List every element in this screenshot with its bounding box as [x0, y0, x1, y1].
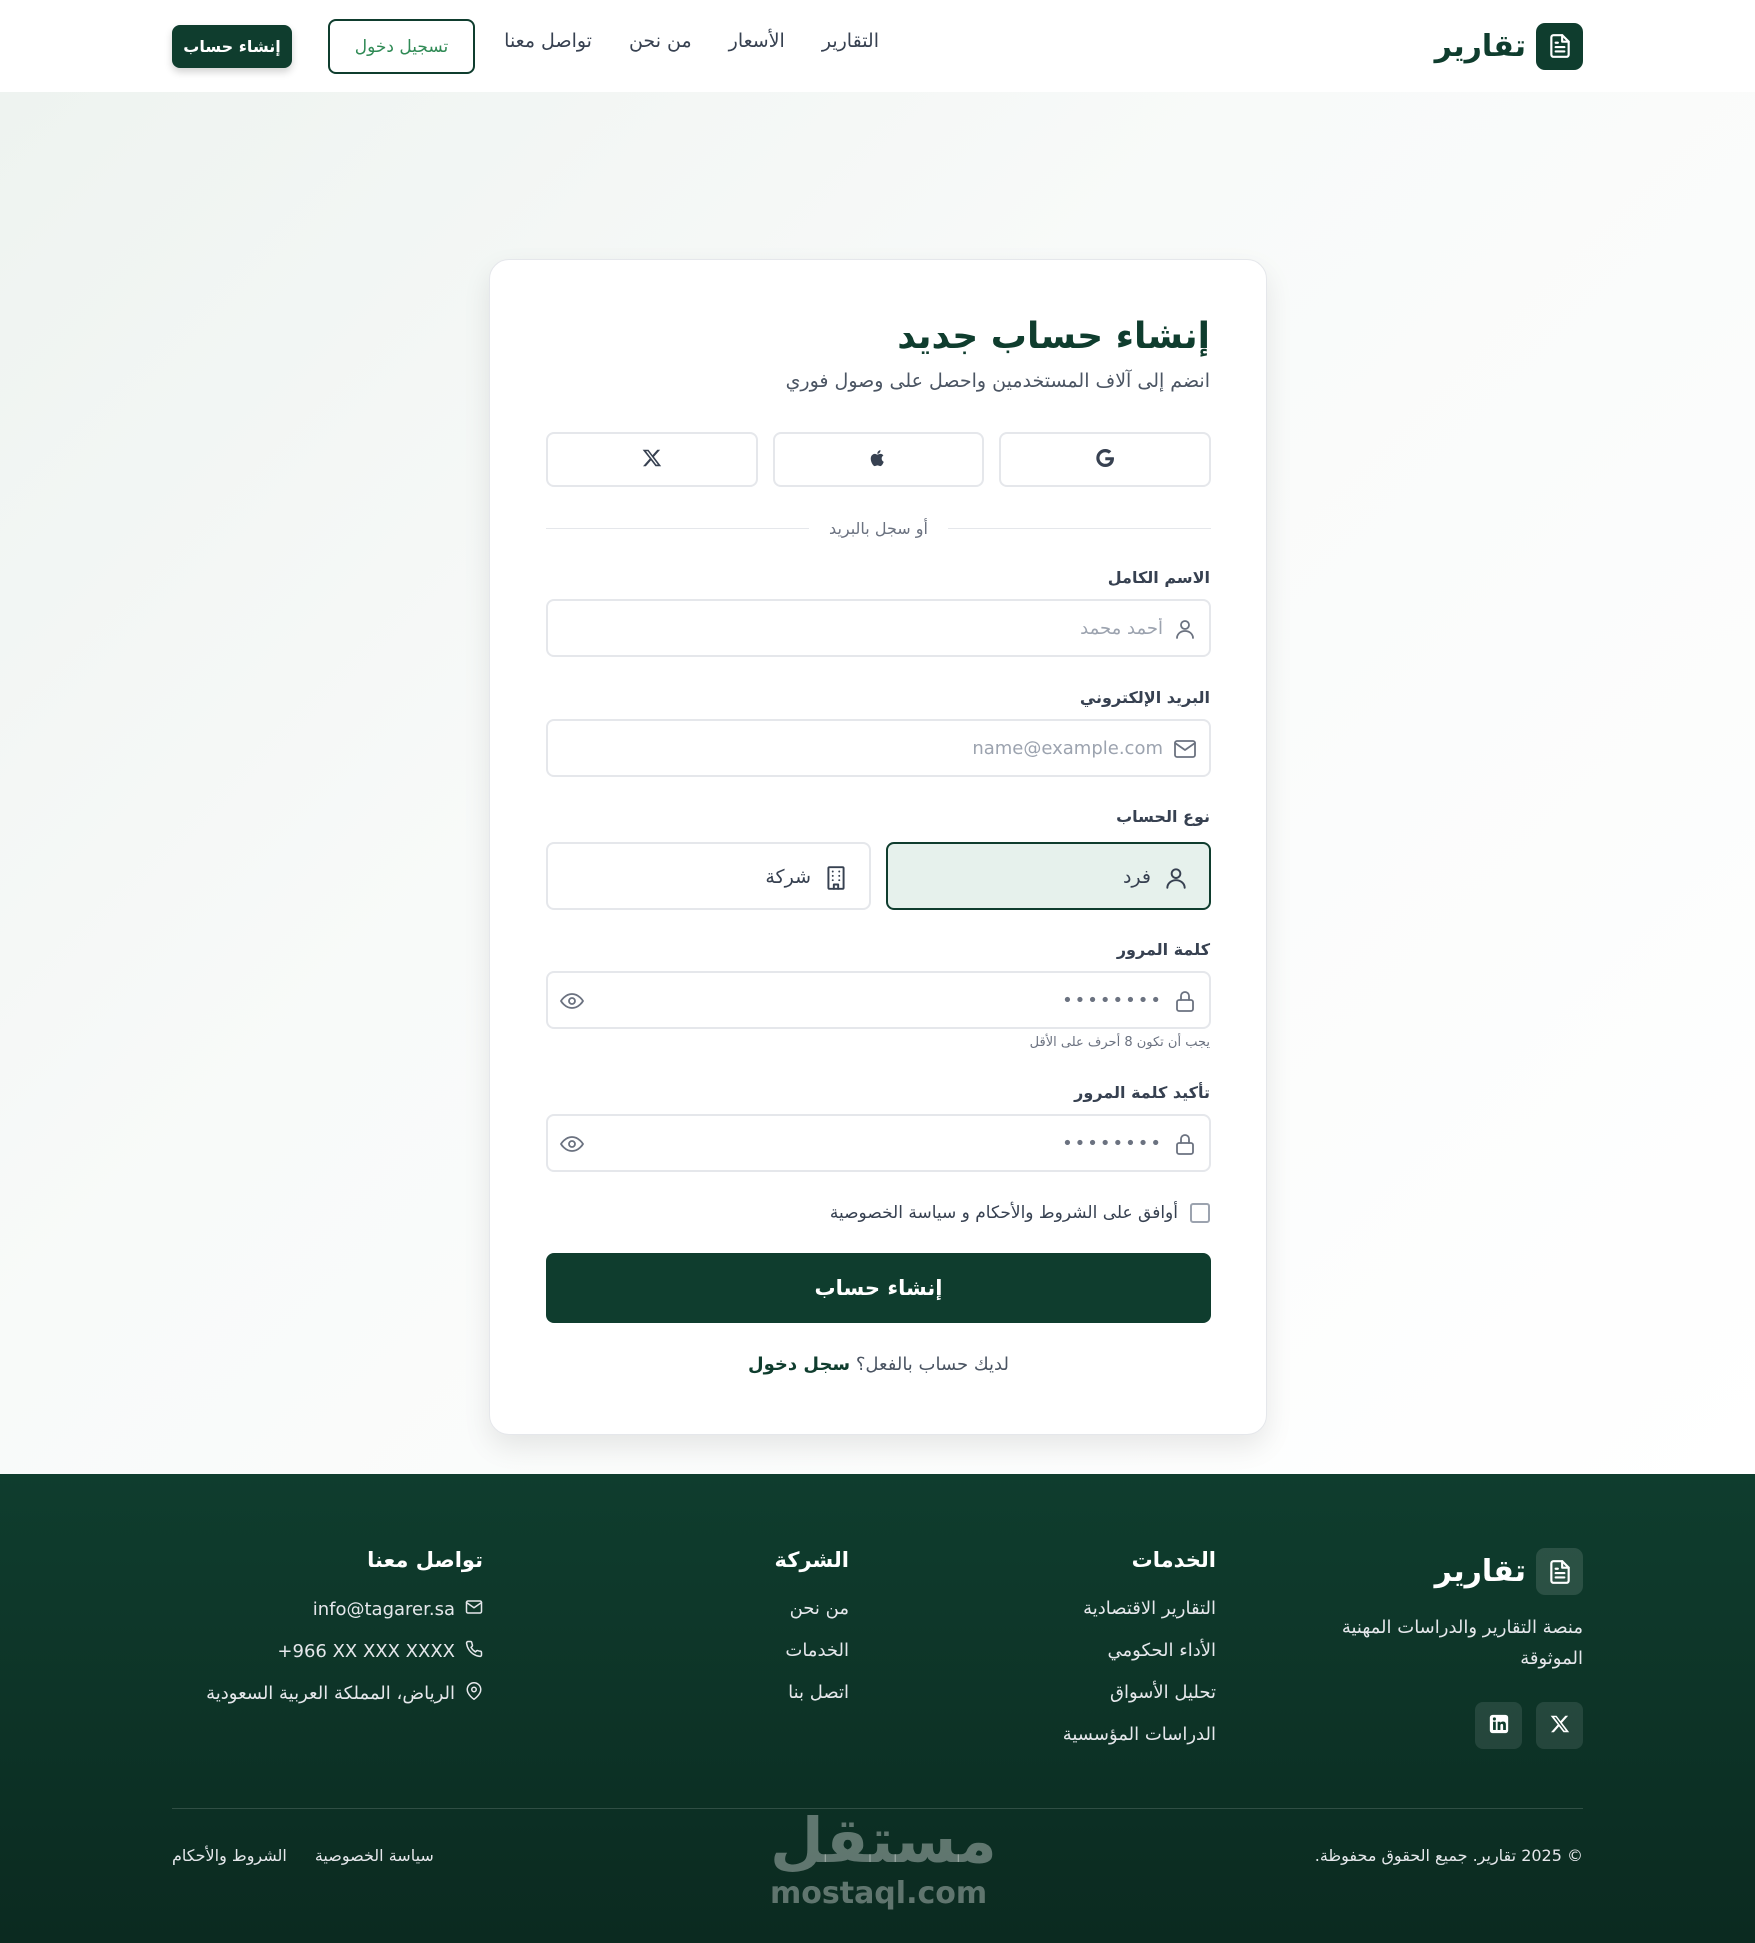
site-footer: [0, 1474, 1755, 1943]
divider-text: أو سجل بالبريد: [829, 518, 928, 538]
services-link[interactable]: الأداء الحكومي: [1107, 1640, 1216, 1661]
terms-consent: [830, 1203, 1210, 1223]
phone-icon: [465, 1640, 483, 1663]
terms-link[interactable]: الشروط والأحكام: [172, 1846, 287, 1865]
page-subtitle: انضم إلى آلاف المستخدمين واحصل على وصول فوري: [785, 370, 1210, 392]
contact-title: تواصل معنا: [367, 1548, 483, 1572]
footer-company: [775, 1548, 849, 1714]
submit-button[interactable]: إنشاء حساب: [546, 1253, 1211, 1323]
confirm-password-field[interactable]: [546, 1114, 1211, 1172]
document-icon: [1536, 23, 1583, 70]
main-nav: [504, 30, 879, 52]
confirm-password-label: تأكيد كلمة المرور: [1074, 1083, 1210, 1102]
linkedin-icon: [1488, 1713, 1510, 1739]
password-hint: يجب أن تكون 8 أحرف على الأقل: [1029, 1035, 1210, 1050]
mail-icon: [465, 1598, 483, 1621]
user-icon: [1163, 865, 1189, 891]
watermark-url: mostaql.com: [770, 1876, 988, 1911]
nav-reports[interactable]: التقارير: [821, 30, 879, 52]
privacy-link[interactable]: سياسة الخصوصية: [314, 1846, 434, 1865]
full-name-label: الاسم الكامل: [1107, 568, 1210, 587]
footer-brand[interactable]: [1435, 1548, 1583, 1595]
account-type-company[interactable]: [546, 842, 871, 910]
lock-icon: [1173, 989, 1197, 1013]
lock-icon: [1173, 1132, 1197, 1156]
nav-pricing[interactable]: الأسعار: [728, 30, 785, 52]
company-title: الشركة: [774, 1548, 849, 1572]
full-name-field[interactable]: [546, 599, 1211, 657]
watermark-arabic: مستقل: [770, 1804, 997, 1877]
google-signup-button[interactable]: [999, 432, 1211, 487]
mail-icon: [1173, 737, 1197, 761]
footer-brand-name: تقارير: [1434, 1554, 1526, 1589]
terms-checkbox[interactable]: [1190, 1203, 1210, 1223]
email-field[interactable]: [546, 719, 1211, 777]
contact-phone-text: +966 XX XXX XXXX: [277, 1640, 455, 1662]
company-link[interactable]: اتصل بنا: [788, 1682, 849, 1703]
contact-address: [206, 1672, 483, 1714]
full-name-input[interactable]: [564, 601, 1163, 655]
footer-tagline: منصة التقارير والدراسات المهنية الموثوقة: [1341, 1617, 1583, 1669]
x-social-link[interactable]: [1536, 1702, 1583, 1749]
account-type-group: [546, 842, 1211, 910]
confirm-password-input[interactable]: [564, 1116, 1163, 1170]
document-icon: [1536, 1548, 1583, 1595]
apple-icon: [868, 447, 888, 473]
or-divider: [546, 516, 1211, 540]
company-link[interactable]: من نحن: [789, 1598, 849, 1619]
header-signup-button[interactable]: إنشاء حساب: [172, 25, 292, 68]
x-icon: [641, 447, 663, 473]
x-icon: [1549, 1713, 1571, 1739]
contact-address-text: الرياض، المملكة العربية السعودية: [206, 1682, 455, 1704]
eye-icon[interactable]: [560, 989, 584, 1013]
login-link[interactable]: سجل دخول: [748, 1354, 851, 1375]
account-type-label: نوع الحساب: [1116, 807, 1210, 826]
terms-label: أوافق على الشروط والأحكام و سياسة الخصوصية: [829, 1203, 1178, 1223]
services-link[interactable]: التقارير الاقتصادية: [1083, 1598, 1216, 1619]
main-section: [0, 92, 1755, 1474]
email-input[interactable]: [564, 721, 1163, 775]
contact-email[interactable]: [206, 1588, 483, 1630]
copyright: © 2025 تقارير. جميع الحقوق محفوظة.: [1314, 1846, 1583, 1865]
user-icon: [1173, 617, 1197, 641]
legal-links: [172, 1846, 434, 1865]
header-login-button[interactable]: تسجيل دخول: [328, 19, 475, 74]
individual-label: فرد: [1122, 866, 1151, 888]
building-icon: [823, 865, 849, 891]
apple-signup-button[interactable]: [773, 432, 985, 487]
password-input[interactable]: [564, 973, 1163, 1027]
map-pin-icon: [465, 1682, 483, 1705]
footer-social: [1475, 1702, 1583, 1749]
contact-email-text: info@tagarer.sa: [312, 1598, 455, 1620]
services-title: الخدمات: [1131, 1548, 1216, 1572]
x-signup-button[interactable]: [546, 432, 758, 487]
company-link[interactable]: الخدمات: [785, 1640, 849, 1661]
password-field[interactable]: [546, 971, 1211, 1029]
have-account-line: [546, 1354, 1211, 1375]
account-type-individual[interactable]: [886, 842, 1211, 910]
google-icon: [1093, 446, 1117, 474]
linkedin-social-link[interactable]: [1475, 1702, 1522, 1749]
have-account-text: لديك حساب بالفعل؟: [855, 1354, 1009, 1375]
services-link[interactable]: تحليل الأسواق: [1110, 1682, 1216, 1703]
services-link[interactable]: الدراسات المؤسسية: [1062, 1724, 1216, 1745]
watermark: [770, 1804, 997, 1912]
nav-about[interactable]: من نحن: [628, 30, 692, 52]
site-header: [0, 0, 1755, 92]
password-label: كلمة المرور: [1116, 940, 1210, 959]
company-label: شركة: [765, 866, 811, 888]
footer-contact: [206, 1548, 483, 1714]
contact-phone[interactable]: [206, 1630, 483, 1672]
page-title: إنشاء حساب جديد: [897, 316, 1210, 357]
signup-card: [489, 259, 1267, 1435]
brand-logo[interactable]: [1435, 22, 1583, 70]
email-label: البريد الإلكتروني: [1079, 688, 1210, 707]
nav-contact[interactable]: تواصل معنا: [504, 30, 592, 52]
brand-name: تقارير: [1434, 28, 1526, 64]
social-signup-row: [546, 432, 1211, 487]
eye-icon[interactable]: [560, 1132, 584, 1156]
footer-services: [1063, 1548, 1216, 1756]
